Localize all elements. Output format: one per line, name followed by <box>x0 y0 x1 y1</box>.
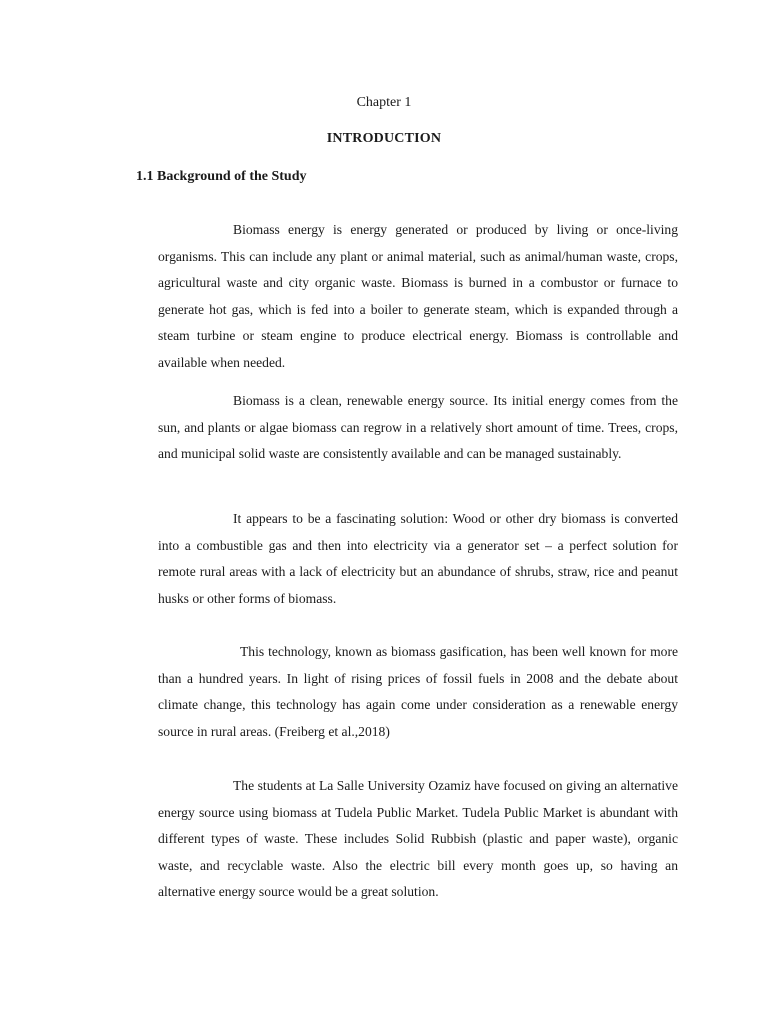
paragraph-study-focus: The students at La Salle University Ozamiz have focused on giving an alternative energy source using biomass at Tudela Public Market. Tudela Public Market is abundant with different types of waste. These includes Solid Rubbish (plastic and paper waste), organic waste, and recyclable waste. Also the electric bill every month goes up, so having an alternative energy source would be a great solution. <box>158 778 678 899</box>
paragraph-gasification-solution: It appears to be a fascinating solution: Wood or other dry biomass is converted into a combustible gas and then into electricity via a generator set – a perfect solution for remote rural areas with a lack of electricity but an abundance of shrubs, straw, rice and peanut husks or other forms of biomass. <box>158 511 678 606</box>
chapter-label: Chapter 1 <box>356 95 412 110</box>
chapter-title: INTRODUCTION <box>326 131 442 146</box>
section-heading: 1.1 Background of the Study <box>136 169 307 184</box>
paragraph-biomass-definition: Biomass energy is energy generated or produced by living or once-living organisms. This can include any plant or animal material, such as animal/human waste, crops, agricultural waste and city organic waste. Biomass is burned in a combustor or furnace to generate hot gas, which is fed into a boiler to generate steam, which is expanded through a steam turbine or steam engine to produce electrical energy. Biomass is controllable and available when needed. <box>158 222 678 370</box>
paragraph-renewable-source: Biomass is a clean, renewable energy source. Its initial energy comes from the sun, and plants or algae biomass can regrow in a relatively short amount of time. Trees, crops, and municipal solid waste are consistently available and can be managed sustainably. <box>158 393 678 461</box>
paragraph-gasification-history: This technology, known as biomass gasification, has been well known for more than a hundred years. In light of rising prices of fossil fuels in 2008 and the debate about climate change, this technology has again come under consideration as a renewable energy source in rural areas. (Freiberg et al.,2018) <box>158 644 678 739</box>
